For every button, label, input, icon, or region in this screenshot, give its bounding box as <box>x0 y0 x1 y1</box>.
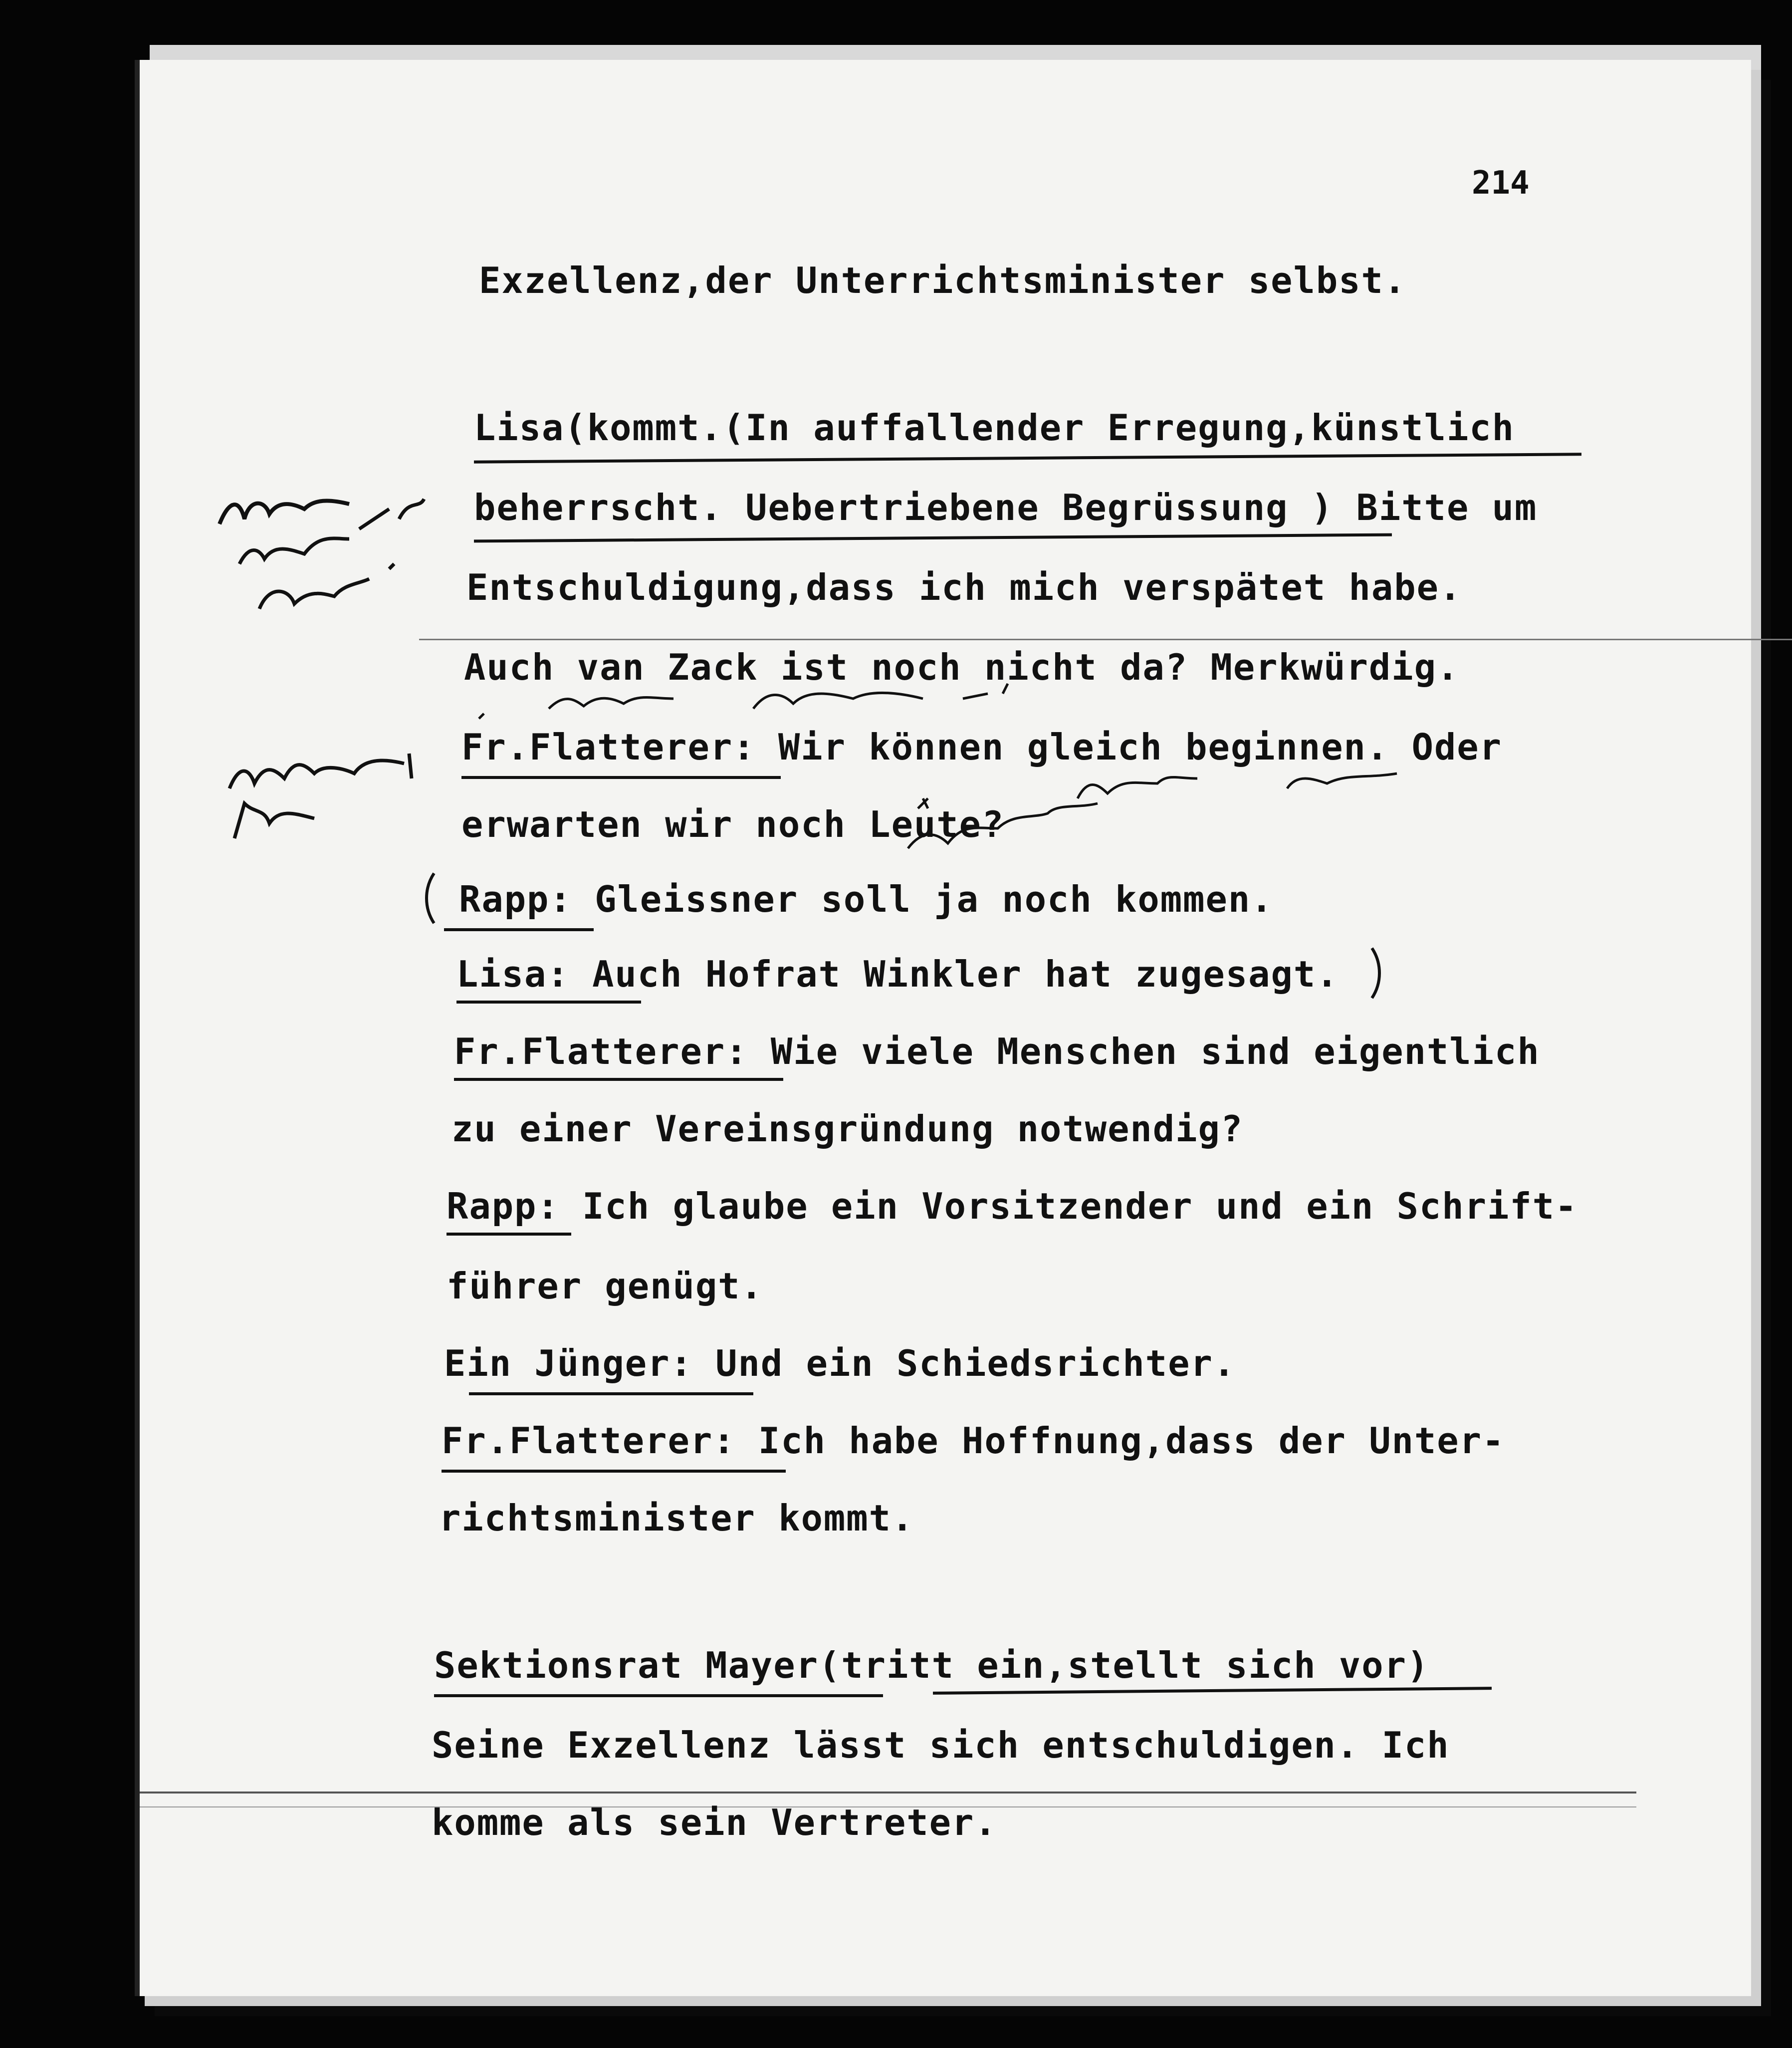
handwritten-interlinear-note <box>474 679 1073 739</box>
line-11: zu einer Vereinsgründung notwendig? <box>451 1108 1244 1150</box>
underline-rapp-1 <box>444 928 594 931</box>
bleed-through <box>449 259 470 300</box>
handwritten-insertion-note <box>898 768 1447 868</box>
line-1: Exzellenz,der Unterrichtsminister selbst. <box>479 259 1407 301</box>
line-18: Seine Exzellenz lässt sich entschuldigen. Ich <box>432 1724 1450 1766</box>
underline-flatterer-1 <box>461 776 781 779</box>
handwritten-margin-note-2 <box>224 749 434 848</box>
underline-juenger <box>469 1392 753 1395</box>
line-6: Fr.Flatterer: Wir können gleich beginnen. Oder <box>461 726 1502 768</box>
line-7: erwarten wir noch Leute? <box>461 803 1005 845</box>
line-13: führer genügt. <box>447 1265 763 1307</box>
line-4: Entschuldigung,dass ich mich verspätet habe. <box>466 566 1462 608</box>
line-10: Fr.Flatterer: Wie viele Menschen sind eigentlich <box>454 1030 1540 1072</box>
line-17: Sektionsrat Mayer(tritt ein,stellt sich vor) <box>434 1644 1430 1686</box>
line-14: Ein Jünger: Und ein Schiedsrichter. <box>444 1342 1236 1384</box>
line-15: Fr.Flatterer: Ich habe Hoffnung,dass der Unter- <box>442 1420 1505 1462</box>
fold-line <box>140 1792 1636 1793</box>
handwritten-bracket-close <box>1367 943 1387 1003</box>
line-5: Auch van Zack ist noch nicht da? Merkwürdig. <box>464 646 1460 688</box>
line-19: komme als sein Vertreter. <box>432 1801 997 1843</box>
margin-line <box>419 639 1792 640</box>
line-2: Lisa(kommt.(In auffallender Erregung,künstlich <box>474 407 1515 449</box>
line-8: Rapp: Gleissner soll ja noch kommen. <box>459 878 1274 920</box>
handwritten-margin-note-1 <box>210 479 449 639</box>
line-12: Rapp: Ich glaube ein Vorsitzender und ein Schrift- <box>447 1185 1578 1227</box>
handwritten-bracket <box>419 868 439 928</box>
underline-flatterer-3 <box>442 1470 786 1473</box>
line-16: richtsminister kommt. <box>439 1497 914 1539</box>
line-9: Lisa: Auch Hofrat Winkler hat zugesagt. <box>456 953 1339 995</box>
underline-mayer <box>434 1694 883 1697</box>
underline-flatterer-2 <box>454 1078 783 1081</box>
typescript-page <box>135 60 1751 1996</box>
underline-lisa-2 <box>456 1001 641 1004</box>
page-number: 214 <box>1472 165 1530 202</box>
underline-rapp-2 <box>447 1233 571 1236</box>
line-3: beherrscht. Uebertriebene Begrüssung ) Bitte um <box>474 487 1538 528</box>
